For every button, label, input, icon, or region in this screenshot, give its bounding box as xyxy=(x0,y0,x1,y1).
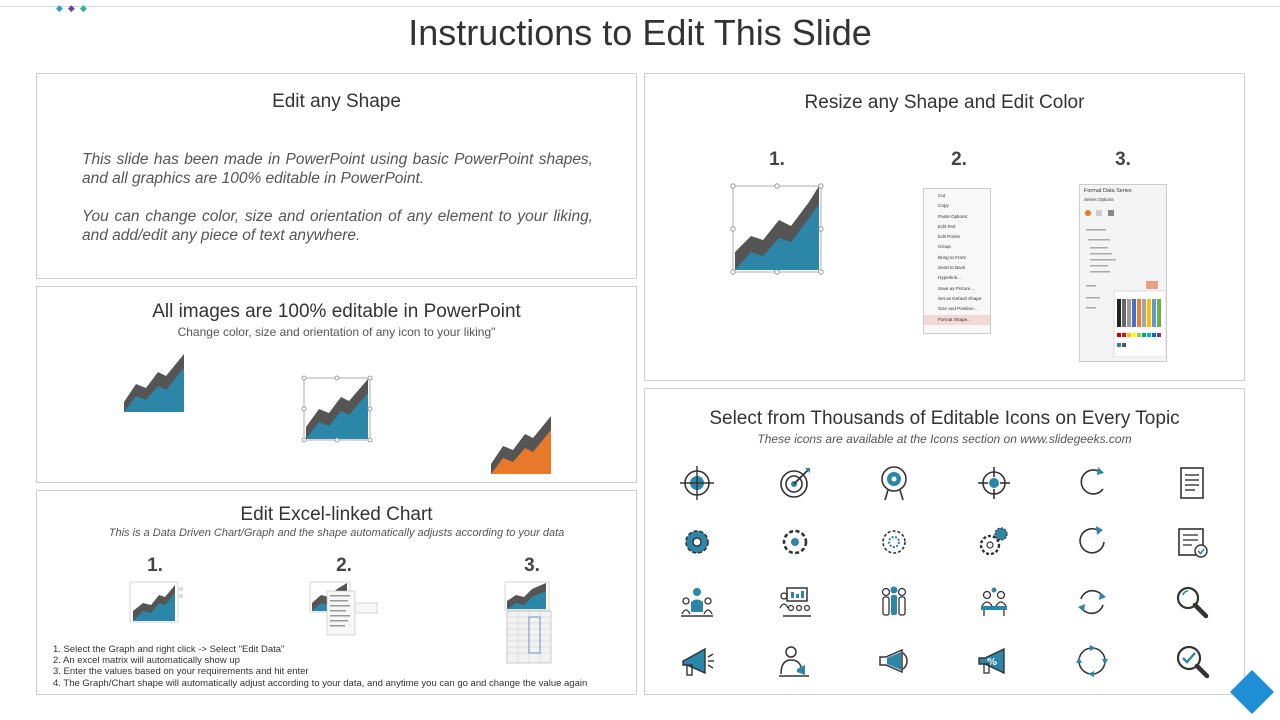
context-menu-format-shape: Format Shape... xyxy=(924,315,990,325)
area-chart-image-orange[interactable] xyxy=(489,414,553,476)
business-team-icon[interactable] xyxy=(874,582,914,622)
top-rule xyxy=(0,6,1280,7)
slide-title: Instructions to Edit This Slide xyxy=(408,12,872,53)
excel-chart-subtitle: This is a Data Driven Chart/Graph and the shape automatically adjusts according to your data xyxy=(108,527,565,539)
resize-shape-panel xyxy=(644,73,1245,381)
discount-megaphone-icon[interactable] xyxy=(974,641,1014,681)
archery-target-icon[interactable] xyxy=(874,463,914,503)
gear-dotted-icon[interactable] xyxy=(874,522,914,562)
team-leader-icon[interactable] xyxy=(677,582,717,622)
team-meeting-icon[interactable] xyxy=(974,582,1014,622)
icons-title: Select from Thousands of Editable Icons on Every Topic xyxy=(709,408,1180,429)
bullhorn-icon[interactable] xyxy=(874,641,914,681)
resize-step-number-2: 2. xyxy=(951,149,967,170)
excel-steps-list xyxy=(53,644,587,689)
edit-shape-title: Edit any Shape xyxy=(272,91,401,112)
resize-step-number-3: 3. xyxy=(1115,149,1131,170)
gear-icon[interactable] xyxy=(677,522,717,562)
icons-panel xyxy=(644,388,1245,695)
format-pane-title: Format Data Series xyxy=(1084,188,1132,194)
checklist-icon[interactable] xyxy=(1172,522,1212,562)
resize-step-number-1: 1. xyxy=(769,149,785,170)
area-chart-image-teal[interactable] xyxy=(122,352,186,414)
context-menu-size-position: Size and Position... xyxy=(938,306,978,312)
resize-chart-image[interactable] xyxy=(729,182,825,278)
excel-step-1: 1. Select the Graph and right click -> Select "Edit Data" xyxy=(53,644,285,655)
excel-step-number-2: 2. xyxy=(336,555,352,576)
format-pane-subtitle: Series Options xyxy=(1084,197,1114,202)
dartboard-icon[interactable] xyxy=(775,463,815,503)
context-menu-copy: Copy xyxy=(938,203,949,209)
excel-step-number-1: 1. xyxy=(147,555,163,576)
target-icon[interactable] xyxy=(677,463,717,503)
edit-shape-paragraph-1: This slide has been made in PowerPoint using basic PowerPoint shapes, and all graphics are 100% editable in PowerPoint. xyxy=(82,151,593,187)
presentation-board-icon[interactable] xyxy=(775,582,815,622)
area-chart-image-selected[interactable] xyxy=(301,375,373,443)
sync-arrows-icon[interactable] xyxy=(1072,582,1112,622)
excel-step-4: 4. The Graph/Chart shape will automatically adjust according to your data, and anytime you can go and change the value again xyxy=(53,677,588,689)
icons-subtitle: These icons are available at the Icons section on www.slidegeeks.com xyxy=(757,432,1132,446)
refresh-arrow-icon[interactable] xyxy=(1072,463,1112,503)
excel-step-3: 3. Enter the values based on your requirements and hit enter xyxy=(53,666,309,678)
gear-outline-icon[interactable] xyxy=(775,522,815,562)
excel-chart-title: Edit Excel-linked Chart xyxy=(240,504,433,525)
images-editable-subtitle: Change color, size and orientation of any icon to your liking" xyxy=(177,325,496,339)
excel-chart-panel xyxy=(36,490,637,695)
excel-thumb-chart xyxy=(129,581,185,625)
context-menu-cut: Cut xyxy=(938,193,946,198)
format-pane-image xyxy=(1079,184,1167,362)
context-menu-image xyxy=(923,188,991,334)
reload-icon[interactable] xyxy=(1072,522,1112,562)
corner-diamond xyxy=(1228,668,1276,716)
cycle-arrows-icon[interactable] xyxy=(1072,641,1112,681)
context-menu-bring-front: Bring to Front xyxy=(938,254,966,260)
format-pane-swatches xyxy=(1080,207,1167,357)
decorative-dots: ◆◆◆ xyxy=(56,3,92,13)
edit-shape-paragraph-2: You can change color, size and orientation of any element to your liking, and add/edit any piece of text anywhere. xyxy=(82,208,593,244)
context-menu-group: Group xyxy=(938,244,951,250)
context-menu-save-picture: Save as Picture... xyxy=(938,285,975,291)
images-editable-title: All images are 100% editable in PowerPoint xyxy=(152,301,521,322)
gears-icon[interactable] xyxy=(974,522,1014,562)
images-editable-panel xyxy=(36,286,637,483)
speaker-person-icon[interactable] xyxy=(775,641,815,681)
svg-text:%: % xyxy=(986,657,998,668)
resize-shape-title: Resize any Shape and Edit Color xyxy=(804,92,1085,113)
context-menu-edit-points: Edit Points xyxy=(938,234,960,240)
excel-step-number-3: 3. xyxy=(524,555,540,576)
excel-step-2: 2. An excel matrix will automatically show up xyxy=(53,655,240,667)
edit-shape-panel xyxy=(36,73,637,279)
crosshair-icon[interactable] xyxy=(974,463,1014,503)
context-menu-paste: Paste Options: xyxy=(938,213,969,219)
megaphone-icon[interactable] xyxy=(677,641,717,681)
context-menu-hyperlink: Hyperlink... xyxy=(938,275,961,281)
magnifier-icon[interactable] xyxy=(1172,582,1212,622)
context-menu-default-shape: Set as Default Shape xyxy=(938,295,982,301)
context-menu-send-back: Send to Back xyxy=(938,265,966,271)
context-menu-edit-text: Edit Text xyxy=(938,223,956,229)
excel-thumb-menu xyxy=(309,581,381,637)
search-check-icon[interactable] xyxy=(1172,641,1212,681)
document-list-icon[interactable] xyxy=(1172,463,1212,503)
